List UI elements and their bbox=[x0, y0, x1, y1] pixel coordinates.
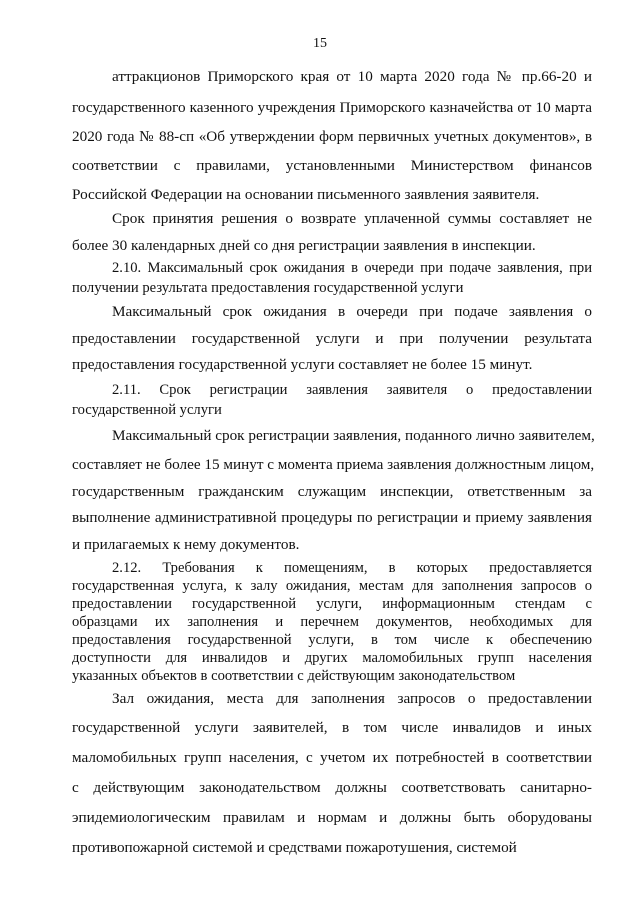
paragraph-line: Максимальный срок ожидания в очереди при подаче заявления о bbox=[112, 303, 592, 320]
section-heading-line: 2.10. Максимальный срок ожидания в очереди при подаче заявления, при bbox=[112, 260, 592, 276]
section-heading-line: предоставлении государственной услуги, информационным стендам с bbox=[72, 596, 592, 612]
section-heading-line: предоставления государственной услуги, в том числе к обеспечению bbox=[72, 632, 592, 648]
paragraph-line: предоставления государственной услуги составляет не более 15 минут. bbox=[72, 356, 533, 373]
paragraph-line: более 30 календарных дней со дня регистрации заявления в инспекции. bbox=[72, 237, 536, 254]
page-number: 15 bbox=[313, 36, 327, 51]
section-heading-line: государственная услуга, к залу ожидания, местам для заполнения запросов о bbox=[72, 578, 592, 594]
paragraph-line: аттракционов Приморского края от 10 марта 2020 года № пр.66-20 и bbox=[112, 68, 592, 85]
paragraph-line: Зал ожидания, места для заполнения запросов о предоставлении bbox=[112, 690, 592, 707]
paragraph-line: Российской Федерации на основании письменного заявления заявителя. bbox=[72, 186, 540, 203]
section-heading-line: указанных объектов в соответствии с действующим законодательством bbox=[72, 668, 516, 684]
paragraph-line: Срок принятия решения о возврате уплаченной суммы составляет не bbox=[112, 210, 592, 227]
paragraph-line: с действующим законодательством должны соответствовать санитарно- bbox=[72, 779, 592, 796]
paragraph-line: государственного казенного учреждения Приморского казначейства от 10 марта bbox=[72, 99, 592, 116]
paragraph-line: составляет не более 15 минут с момента приема заявления должностным лицом, bbox=[72, 456, 595, 473]
section-heading-line: государственной услуги bbox=[72, 402, 222, 418]
paragraph-line: 2020 года № 88-сп «Об утверждении форм первичных учетных документов», в bbox=[72, 128, 592, 145]
paragraph-line: предоставлении государственной услуги и при получении результата bbox=[72, 330, 592, 347]
paragraph-line: Максимальный срок регистрации заявления, поданного лично заявителем, bbox=[112, 427, 595, 444]
section-heading-line: 2.11. Срок регистрации заявления заявителя о предоставлении bbox=[112, 382, 592, 398]
paragraph-line: и прилагаемых к нему документов. bbox=[72, 536, 300, 553]
section-heading-line: доступности для инвалидов и других маломобильных групп населения bbox=[72, 650, 592, 666]
paragraph-line: соответствии с правилами, установленными Министерством финансов bbox=[72, 157, 592, 174]
section-heading-line: 2.12. Требования к помещениям, в которых предоставляется bbox=[112, 560, 592, 576]
paragraph-line: маломобильных групп населения, с учетом их потребностей в соответствии bbox=[72, 749, 592, 766]
paragraph-line: выполнение административной процедуры по регистрации и приему заявления bbox=[72, 509, 592, 526]
section-heading-line: образцами их заполнения и перечнем документов, необходимых для bbox=[72, 614, 592, 630]
paragraph-line: государственным гражданским служащим инспекции, ответственным за bbox=[72, 483, 592, 500]
paragraph-line: государственной услуги заявителей, в том числе инвалидов и иных bbox=[72, 719, 592, 736]
paragraph-line: противопожарной системой и средствами пожаротушения, системой bbox=[72, 839, 517, 856]
section-heading-line: получении результата предоставления государственной услуги bbox=[72, 280, 464, 296]
paragraph-line: эпидемиологическим правилам и нормам и должны быть оборудованы bbox=[72, 809, 592, 826]
